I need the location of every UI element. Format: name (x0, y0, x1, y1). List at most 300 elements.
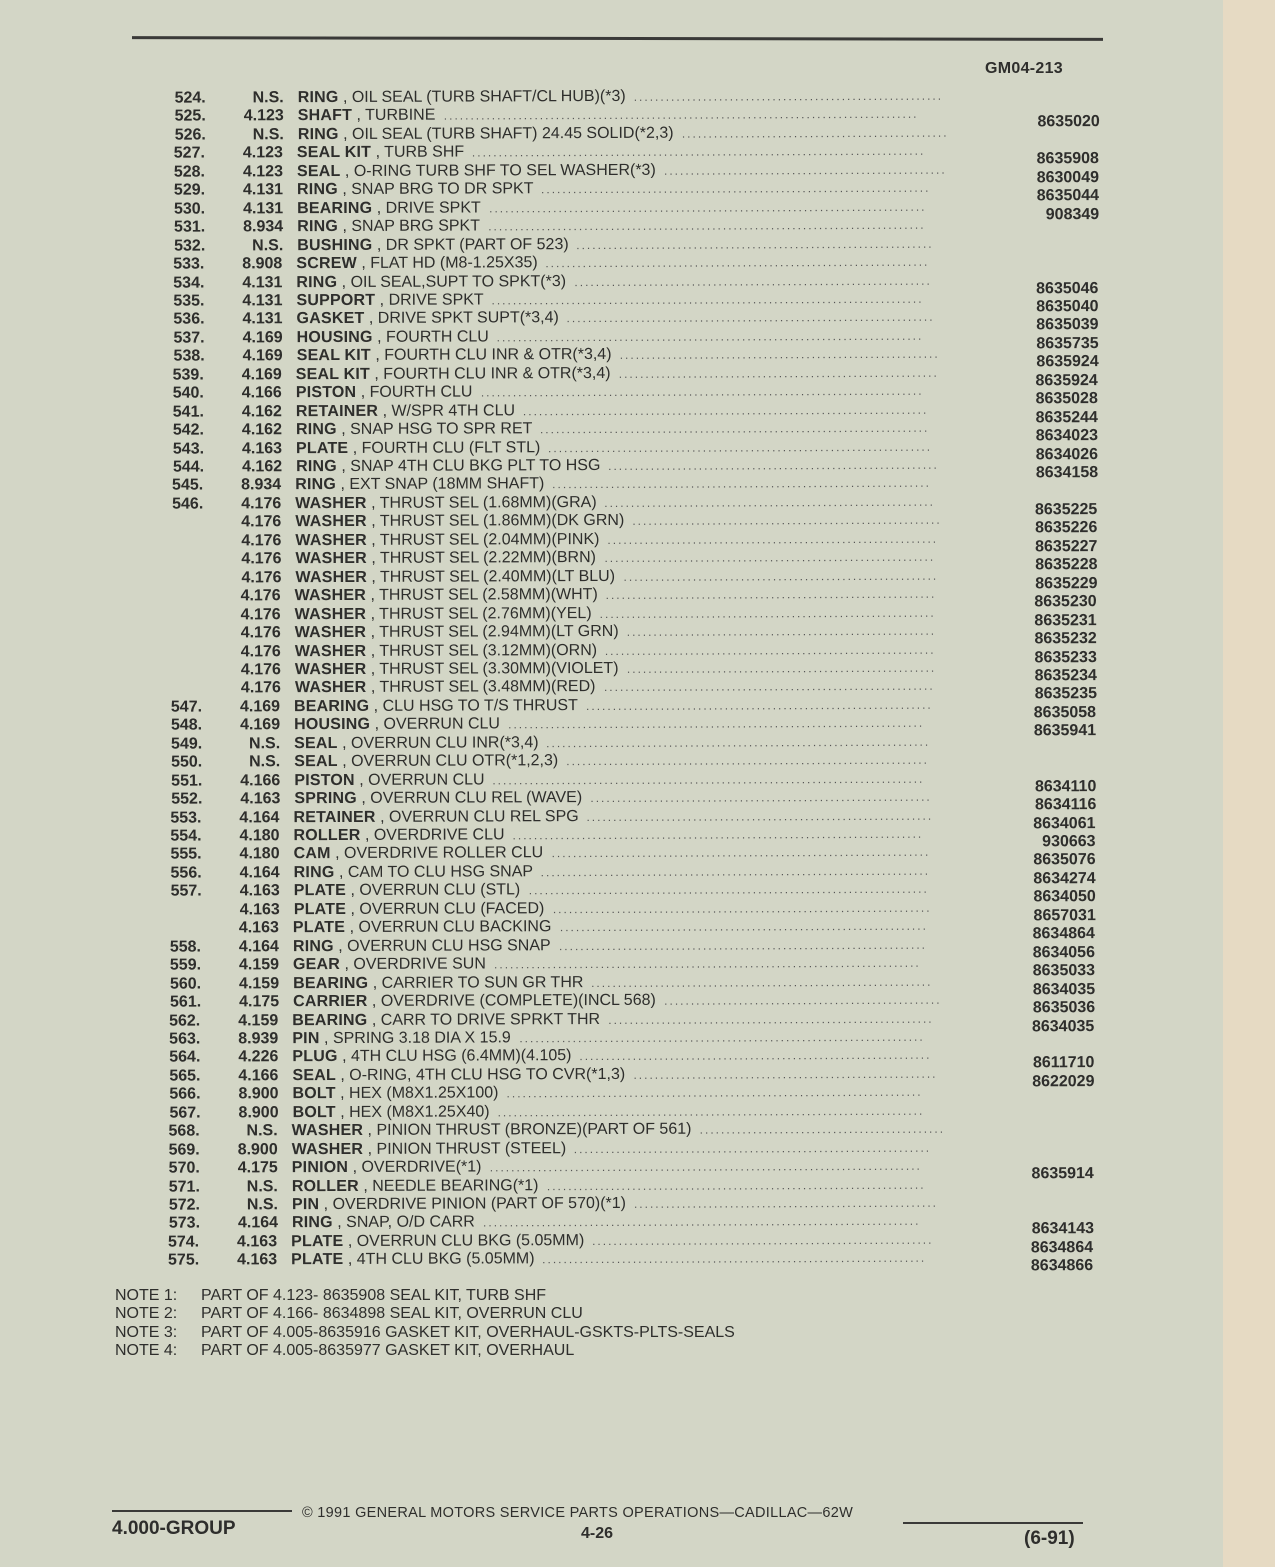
part-number: 8635231 (1034, 611, 1097, 629)
leader-dots: ......................................................................... (540, 863, 931, 880)
leader-dots: .......................................................... (626, 623, 937, 639)
leader-dots: ..................................................................... (566, 310, 935, 326)
leader-dots: .................................................................................. (489, 199, 927, 216)
part-detail: , SNAP 4TH CLU BKG PLT TO HSG (341, 456, 601, 475)
note-line (115, 1287, 735, 1305)
part-name: RING (296, 273, 338, 291)
part-name: RING (291, 1214, 333, 1232)
part-detail: , OVERRUN CLU REL SPG (380, 807, 579, 826)
group-number: 4.131 (242, 310, 283, 328)
part-number: 8635233 (1034, 648, 1097, 666)
ref-number: 560. (169, 975, 202, 993)
part-name: WASHER (294, 623, 367, 642)
part-number: 8635924 (1036, 353, 1099, 371)
part-name: SPRING (294, 790, 357, 808)
part-description (292, 1029, 511, 1048)
group-number: 8.900 (238, 1103, 279, 1122)
group-number: 4.176 (240, 605, 281, 623)
part-detail: , TURB SHF (375, 143, 465, 162)
part-name: RETAINER (295, 402, 379, 420)
part-detail: , OVERRUN CLU BKG (5.05MM) (347, 1231, 585, 1250)
part-description (298, 88, 626, 107)
ref-number: 553. (170, 809, 202, 827)
leader-dots: ......................................................................................... (443, 107, 919, 124)
leader-dots: .............................................................................. (506, 1085, 923, 1101)
part-description (295, 531, 599, 550)
ref-number: 559. (169, 956, 202, 974)
part-name: SEAL KIT (295, 365, 370, 383)
part-number: 8635039 (1036, 316, 1099, 334)
part-number: 8635234 (1034, 667, 1097, 685)
leader-dots: .......................................................... (632, 513, 942, 529)
part-description (293, 937, 551, 956)
part-description (297, 181, 534, 200)
part-description (293, 826, 504, 845)
part-name: GASKET (296, 310, 365, 328)
part-name: WASHER (291, 1140, 364, 1158)
ref-number: 566. (169, 1085, 201, 1103)
part-number: 8634061 (1033, 814, 1096, 832)
leader-dots: ................................................................ (591, 974, 933, 990)
group-number: N.S. (246, 1196, 278, 1214)
part-name: PISTON (294, 771, 355, 789)
part-number: 8634056 (1032, 943, 1096, 962)
part-number: 8635941 (1033, 722, 1097, 740)
part-row (0, 1248, 1214, 1275)
part-detail: , OVERRUN CLU (374, 715, 501, 734)
part-number: 8635040 (1036, 298, 1099, 316)
part-name: HOUSING (294, 716, 371, 734)
ref-number: 529. (173, 181, 206, 199)
group-number: 4.164 (239, 808, 280, 826)
leader-dots: ..................................................... (663, 162, 947, 178)
group-number: 4.163 (236, 1233, 278, 1251)
ref-number: 551. (171, 772, 203, 790)
part-name: PLATE (292, 919, 346, 937)
leader-dots: .............................................................. (603, 679, 935, 695)
part-description (292, 1011, 600, 1030)
ref-number: 557. (170, 882, 202, 900)
note-label: NOTE 3: (115, 1323, 178, 1341)
group-number: 4.131 (242, 181, 284, 199)
part-number: 8635044 (1036, 187, 1100, 205)
revision-date: (6-91) (1024, 1528, 1075, 1549)
note-line (115, 1324, 735, 1342)
ref-number: 535. (173, 292, 205, 310)
part-detail: , FOURTH CLU (FLT STL) (352, 438, 541, 457)
leader-dots: ....................................................................... (551, 845, 931, 861)
leader-dots: ......................................................................... (539, 420, 930, 437)
part-number: 8630049 (1036, 168, 1100, 187)
part-number: 8635230 (1034, 593, 1097, 611)
part-number: 8635033 (1032, 962, 1096, 980)
group-number: 8.900 (237, 1140, 278, 1159)
part-detail: , THRUST SEL (1.68MM)(GRA) (371, 493, 597, 512)
group-number: 4.169 (241, 365, 282, 384)
copyright-line: © 1991 GENERAL MOTORS SERVICE PARTS OPERATIONS—CADILLAC—62W (302, 1505, 854, 1521)
leader-dots: ............................................................................ (522, 402, 929, 418)
group-number: 4.180 (239, 827, 280, 845)
footer-rule-left (112, 1510, 292, 1512)
note-label: NOTE 2: (115, 1305, 178, 1323)
leader-dots: ................................................................... (576, 236, 934, 252)
ref-number: 573. (168, 1214, 201, 1233)
part-detail: , OVERDRIVE (COMPLETE)(INCL 568) (371, 991, 656, 1010)
leader-dots: ............................................................................ (519, 1029, 925, 1046)
part-detail: , THRUST SEL (2.58MM)(WHT) (370, 586, 598, 605)
leader-dots: .............................................................. (607, 531, 939, 547)
ref-number: 572. (168, 1196, 200, 1214)
part-description (296, 384, 473, 403)
group-number: 4.175 (237, 1159, 278, 1177)
part-description (293, 1103, 490, 1122)
part-description (295, 512, 624, 531)
part-name: BUSHING (297, 236, 373, 254)
leader-dots: ........................................................................... (528, 882, 929, 898)
ref-number: 552. (171, 790, 203, 808)
group-number: 4.162 (241, 402, 282, 421)
part-name: WASHER (295, 494, 367, 513)
part-name: BEARING (293, 974, 369, 992)
part-detail: , OIL SEAL (TURB SHAFT/CL HUB)(*3) (342, 87, 626, 106)
ref-number: 544. (172, 458, 205, 476)
group-number: 4.176 (240, 587, 281, 605)
part-description (295, 586, 598, 605)
part-detail: , OVERDRIVE SUN (344, 955, 486, 974)
part-number: 8634864 (1032, 925, 1095, 943)
leader-dots: ............................................................. (608, 1011, 934, 1027)
part-number: 8634035 (1032, 980, 1096, 998)
part-detail: , SNAP BRG TO DR SPKT (342, 180, 534, 199)
leader-dots: ....................................................................... (552, 476, 931, 492)
part-number: 8634158 (1035, 464, 1099, 482)
part-description (292, 1195, 626, 1214)
leader-dots: ........................................................... (623, 568, 939, 584)
part-detail: , HEX (M8X1.25X40) (340, 1103, 490, 1121)
footer-rule-right (903, 1522, 1083, 1524)
part-description (296, 420, 533, 439)
part-number: 8634035 (1031, 1017, 1095, 1035)
leader-dots: ................................................................... (573, 1140, 932, 1156)
part-description (295, 660, 619, 679)
part-detail: , OVERDRIVE ROLLER CLU (335, 844, 544, 863)
part-detail: , SNAP BRG SPKT (342, 217, 481, 236)
note-label: NOTE 1: (115, 1287, 178, 1304)
leader-dots: .............................................................. (605, 586, 937, 603)
ref-number: 562. (169, 1012, 201, 1030)
leader-dots: .............................................................. (604, 494, 935, 510)
leader-dots: ............................................................................. (512, 826, 924, 843)
part-number: 8657031 (1033, 906, 1096, 925)
ref-number: 565. (169, 1067, 201, 1085)
part-detail: , NEEDLE BEARING(*1) (363, 1176, 539, 1195)
part-number: 8635232 (1034, 630, 1097, 648)
part-name: WASHER (294, 587, 367, 605)
group-number: 4.163 (240, 790, 281, 808)
part-detail: , OVERRUN CLU BACKING (349, 918, 552, 937)
part-detail: , O-RING, 4TH CLU HSG TO CVR(*1,3) (340, 1065, 626, 1084)
ref-number: 547. (170, 698, 203, 716)
group-number: 4.176 (241, 513, 282, 531)
part-name: WASHER (294, 679, 367, 697)
part-detail: , DR SPKT (PART OF 523) (376, 235, 569, 254)
leader-dots: .......................................................... (626, 660, 937, 676)
part-detail: , FOURTH CLU (377, 328, 489, 346)
part-number: 8635227 (1035, 537, 1098, 556)
part-detail: , OIL SEAL,SUPT TO SPKT(*3) (341, 272, 567, 291)
part-detail: , PINION THRUST (STEEL) (367, 1139, 567, 1158)
part-name: CARRIER (293, 992, 368, 1011)
part-description (294, 771, 484, 790)
group-number: 4.131 (242, 273, 283, 291)
part-description (294, 900, 545, 919)
leader-dots: ................................................................. (586, 808, 934, 824)
part-description (292, 1214, 475, 1233)
part-detail: , FOURTH CLU (360, 383, 473, 402)
group-number: 4.163 (238, 919, 279, 937)
ref-number: 537. (173, 329, 205, 347)
part-detail: , FOURTH CLU INR & OTR(*3,4) (375, 346, 612, 365)
ref-number: 536. (173, 310, 205, 329)
group-number: 4.169 (242, 347, 283, 365)
part-description (293, 992, 656, 1011)
part-name: WASHER (295, 531, 367, 549)
part-detail: , THRUST SEL (2.04MM)(PINK) (371, 530, 600, 549)
part-name: WASHER (294, 660, 367, 679)
part-description (292, 1085, 498, 1104)
part-detail: , DRIVE SPKT SUPT(*3,4) (368, 309, 559, 328)
part-detail: , W/SPR 4TH CLU (382, 401, 516, 420)
part-number: 8635229 (1035, 574, 1098, 593)
part-description (297, 144, 464, 163)
part-name: SEAL (294, 734, 338, 752)
ref-number: 564. (169, 1048, 201, 1067)
ref-number: 530. (173, 200, 206, 218)
part-description (295, 494, 596, 513)
part-name: PLATE (295, 439, 349, 457)
ref-number: 524. (174, 89, 206, 107)
part-description (296, 273, 566, 292)
leader-dots: .......................................................... (633, 88, 944, 104)
part-number: 930663 (1042, 833, 1096, 851)
group-number: 4.169 (242, 329, 283, 347)
part-name: PLATE (293, 900, 347, 918)
part-detail: , CARR TO DRIVE SPRKT THR (371, 1010, 601, 1029)
ref-number: 556. (170, 864, 202, 882)
ref-number: 527. (173, 144, 205, 162)
leader-dots: ........................................................................ (548, 439, 933, 455)
part-number: 8634143 (1031, 1220, 1095, 1238)
part-name: RING (292, 937, 334, 955)
group-number: 8.939 (238, 1030, 279, 1048)
part-detail: , O-RING TURB SHF TO SEL WASHER(*3) (344, 161, 656, 180)
part-description (292, 1177, 539, 1196)
ref-number: 545. (172, 476, 204, 495)
part-name: WASHER (295, 568, 367, 586)
part-name: ROLLER (293, 826, 361, 845)
group-number: 4.176 (240, 679, 281, 697)
note-text: PART OF 4.005-8635977 GASKET KIT, OVERHAUL (201, 1341, 575, 1359)
ref-number: 555. (170, 845, 202, 864)
part-detail: , SNAP HSG TO SPR RET (341, 420, 533, 439)
part-detail: , 4TH CLU BKG (5.05MM) (347, 1250, 535, 1269)
part-number: 8635020 (1037, 113, 1100, 131)
part-description (297, 346, 612, 365)
group-number: 4.159 (239, 974, 280, 992)
leader-dots: ..................................................................................... (471, 144, 926, 160)
part-description (296, 457, 600, 476)
group-number: 4.226 (238, 1048, 279, 1066)
ref-number: 541. (172, 403, 204, 421)
part-description (295, 476, 544, 495)
part-description (294, 882, 521, 901)
group-number: 4.131 (243, 199, 284, 218)
group-number: 4.163 (239, 882, 280, 900)
ref-number: 563. (169, 1030, 201, 1048)
part-description (294, 863, 533, 882)
part-detail: , CAM TO CLU HSG SNAP (338, 863, 534, 881)
leader-dots: ................................................................................. (489, 1158, 922, 1175)
part-description (297, 236, 568, 255)
part-detail: , THRUST SEL (2.22MM)(BRN) (371, 549, 597, 568)
group-number: 4.162 (241, 421, 282, 439)
group-number: N.S. (246, 1177, 278, 1195)
leader-dots: .................................................................................. (488, 217, 926, 234)
part-name: WASHER (291, 1122, 364, 1140)
part-name: WASHER (295, 550, 367, 568)
part-description (296, 439, 540, 458)
ref-number: 561. (169, 993, 202, 1011)
part-name: WASHER (294, 605, 367, 623)
leader-dots: ......................................................... (633, 1066, 938, 1082)
leader-dots: .............................................................. (608, 457, 939, 473)
part-detail: , CLU HSG TO T/S THRUST (373, 696, 578, 715)
part-number: 8634274 (1033, 869, 1096, 888)
note-line (115, 1342, 735, 1360)
part-name: PLATE (291, 1232, 344, 1251)
part-name: RING (293, 863, 335, 882)
part-detail: , CARRIER TO SUN GR THR (372, 973, 584, 992)
leader-dots: .............................................................. (604, 642, 936, 658)
group-label: 4.000-GROUP (112, 1518, 236, 1539)
part-detail: , OVERDRIVE PINION (PART OF 570)(*1) (323, 1194, 626, 1214)
ref-number: 558. (169, 938, 201, 956)
part-name: ROLLER (291, 1177, 359, 1195)
part-detail: , OIL SEAL (TURB SHAFT) 24.45 SOLID(*2,3) (343, 124, 674, 143)
part-name: RETAINER (293, 808, 376, 826)
part-number: 8635028 (1035, 390, 1098, 408)
leader-dots: ....................................................................... (552, 900, 932, 916)
part-description (293, 956, 486, 975)
group-number: 4.131 (242, 292, 283, 310)
note-text: PART OF 4.166- 8634898 SEAL KIT, OVERRUN CLU (201, 1305, 583, 1323)
part-description (294, 789, 582, 808)
group-number: 8.934 (241, 476, 282, 494)
part-name: RING (295, 476, 337, 494)
part-number: 8634866 (1030, 1257, 1094, 1275)
note-text: PART OF 4.005-8635916 GASKET KIT, OVERHAUL-GSKTS-PLTS-SEALS (201, 1323, 735, 1341)
part-name: SEAL (296, 162, 341, 180)
part-description (291, 1251, 534, 1270)
group-number: 4.176 (241, 532, 282, 550)
leader-dots: ................................................................. (585, 697, 933, 713)
ref-number: 571. (168, 1178, 200, 1196)
group-number: 4.159 (238, 956, 280, 974)
group-number: 4.176 (241, 495, 282, 513)
part-number: 8635076 (1033, 851, 1096, 869)
ref-number: 569. (168, 1141, 200, 1159)
leader-dots: ........................................................................ (546, 734, 931, 750)
group-number: 4.169 (240, 716, 281, 734)
ref-number: 549. (170, 735, 203, 753)
part-description (294, 697, 578, 716)
note-line (115, 1305, 735, 1323)
part-detail: , FLAT HD (M8-1.25X35) (361, 254, 538, 272)
group-number: 4.164 (238, 937, 279, 956)
leader-dots: ................................................................................... (480, 383, 924, 400)
part-name: BEARING (297, 199, 373, 217)
group-number: 4.164 (237, 1214, 279, 1232)
group-number: 4.164 (239, 864, 280, 882)
part-description (297, 199, 481, 218)
part-name: RING (295, 421, 337, 439)
part-name: SHAFT (297, 107, 353, 125)
group-number: 8.934 (243, 218, 284, 236)
part-name: RING (297, 125, 339, 144)
part-name: PIN (291, 1196, 320, 1214)
part-number: 8635046 (1036, 279, 1099, 297)
ref-number: 540. (172, 384, 204, 402)
group-number: N.S. (246, 1122, 278, 1140)
group-number: 4.123 (242, 144, 283, 162)
leader-dots: ................................................................................ (497, 1103, 925, 1120)
group-number: 4.166 (238, 1067, 279, 1085)
part-number: 8634110 (1034, 777, 1097, 795)
part-number: 8634864 (1030, 1239, 1094, 1257)
ref-number: 554. (170, 827, 202, 845)
group-number: 4.166 (241, 384, 282, 402)
part-description (293, 918, 552, 937)
leader-dots: .................................................................. (579, 1048, 932, 1064)
part-name: SEAL KIT (296, 347, 371, 365)
part-name: BEARING (292, 1011, 368, 1029)
part-number: 8635228 (1035, 556, 1098, 574)
page-number: 4-26 (581, 1525, 614, 1542)
ref-number: 525. (174, 107, 206, 126)
ref-number: 550. (171, 753, 203, 771)
part-number: 8622029 (1032, 1072, 1095, 1091)
leader-dots: ......................................................... (633, 1195, 939, 1211)
part-description (297, 310, 559, 329)
ref-number: 568. (168, 1122, 200, 1140)
part-name: WASHER (295, 513, 367, 531)
ref-number: 542. (172, 421, 204, 439)
part-name: PLATE (291, 1251, 344, 1269)
part-name: SEAL KIT (296, 144, 372, 162)
note-label: NOTE 4: (115, 1341, 178, 1359)
part-description (291, 1232, 584, 1251)
ref-number: 526. (174, 126, 206, 144)
part-name: SCREW (296, 254, 357, 273)
part-number: 8635225 (1034, 500, 1098, 519)
part-name: SEAL (292, 1066, 336, 1085)
part-name: PLATE (293, 882, 347, 900)
part-detail: , OVERRUN CLU REL (WAVE) (361, 789, 583, 808)
part-number: 8635735 (1036, 334, 1099, 353)
part-detail: , HEX (M8X1.25X100) (340, 1084, 499, 1103)
part-name: PISTON (295, 384, 357, 402)
leader-dots: .................................................... (664, 992, 942, 1008)
